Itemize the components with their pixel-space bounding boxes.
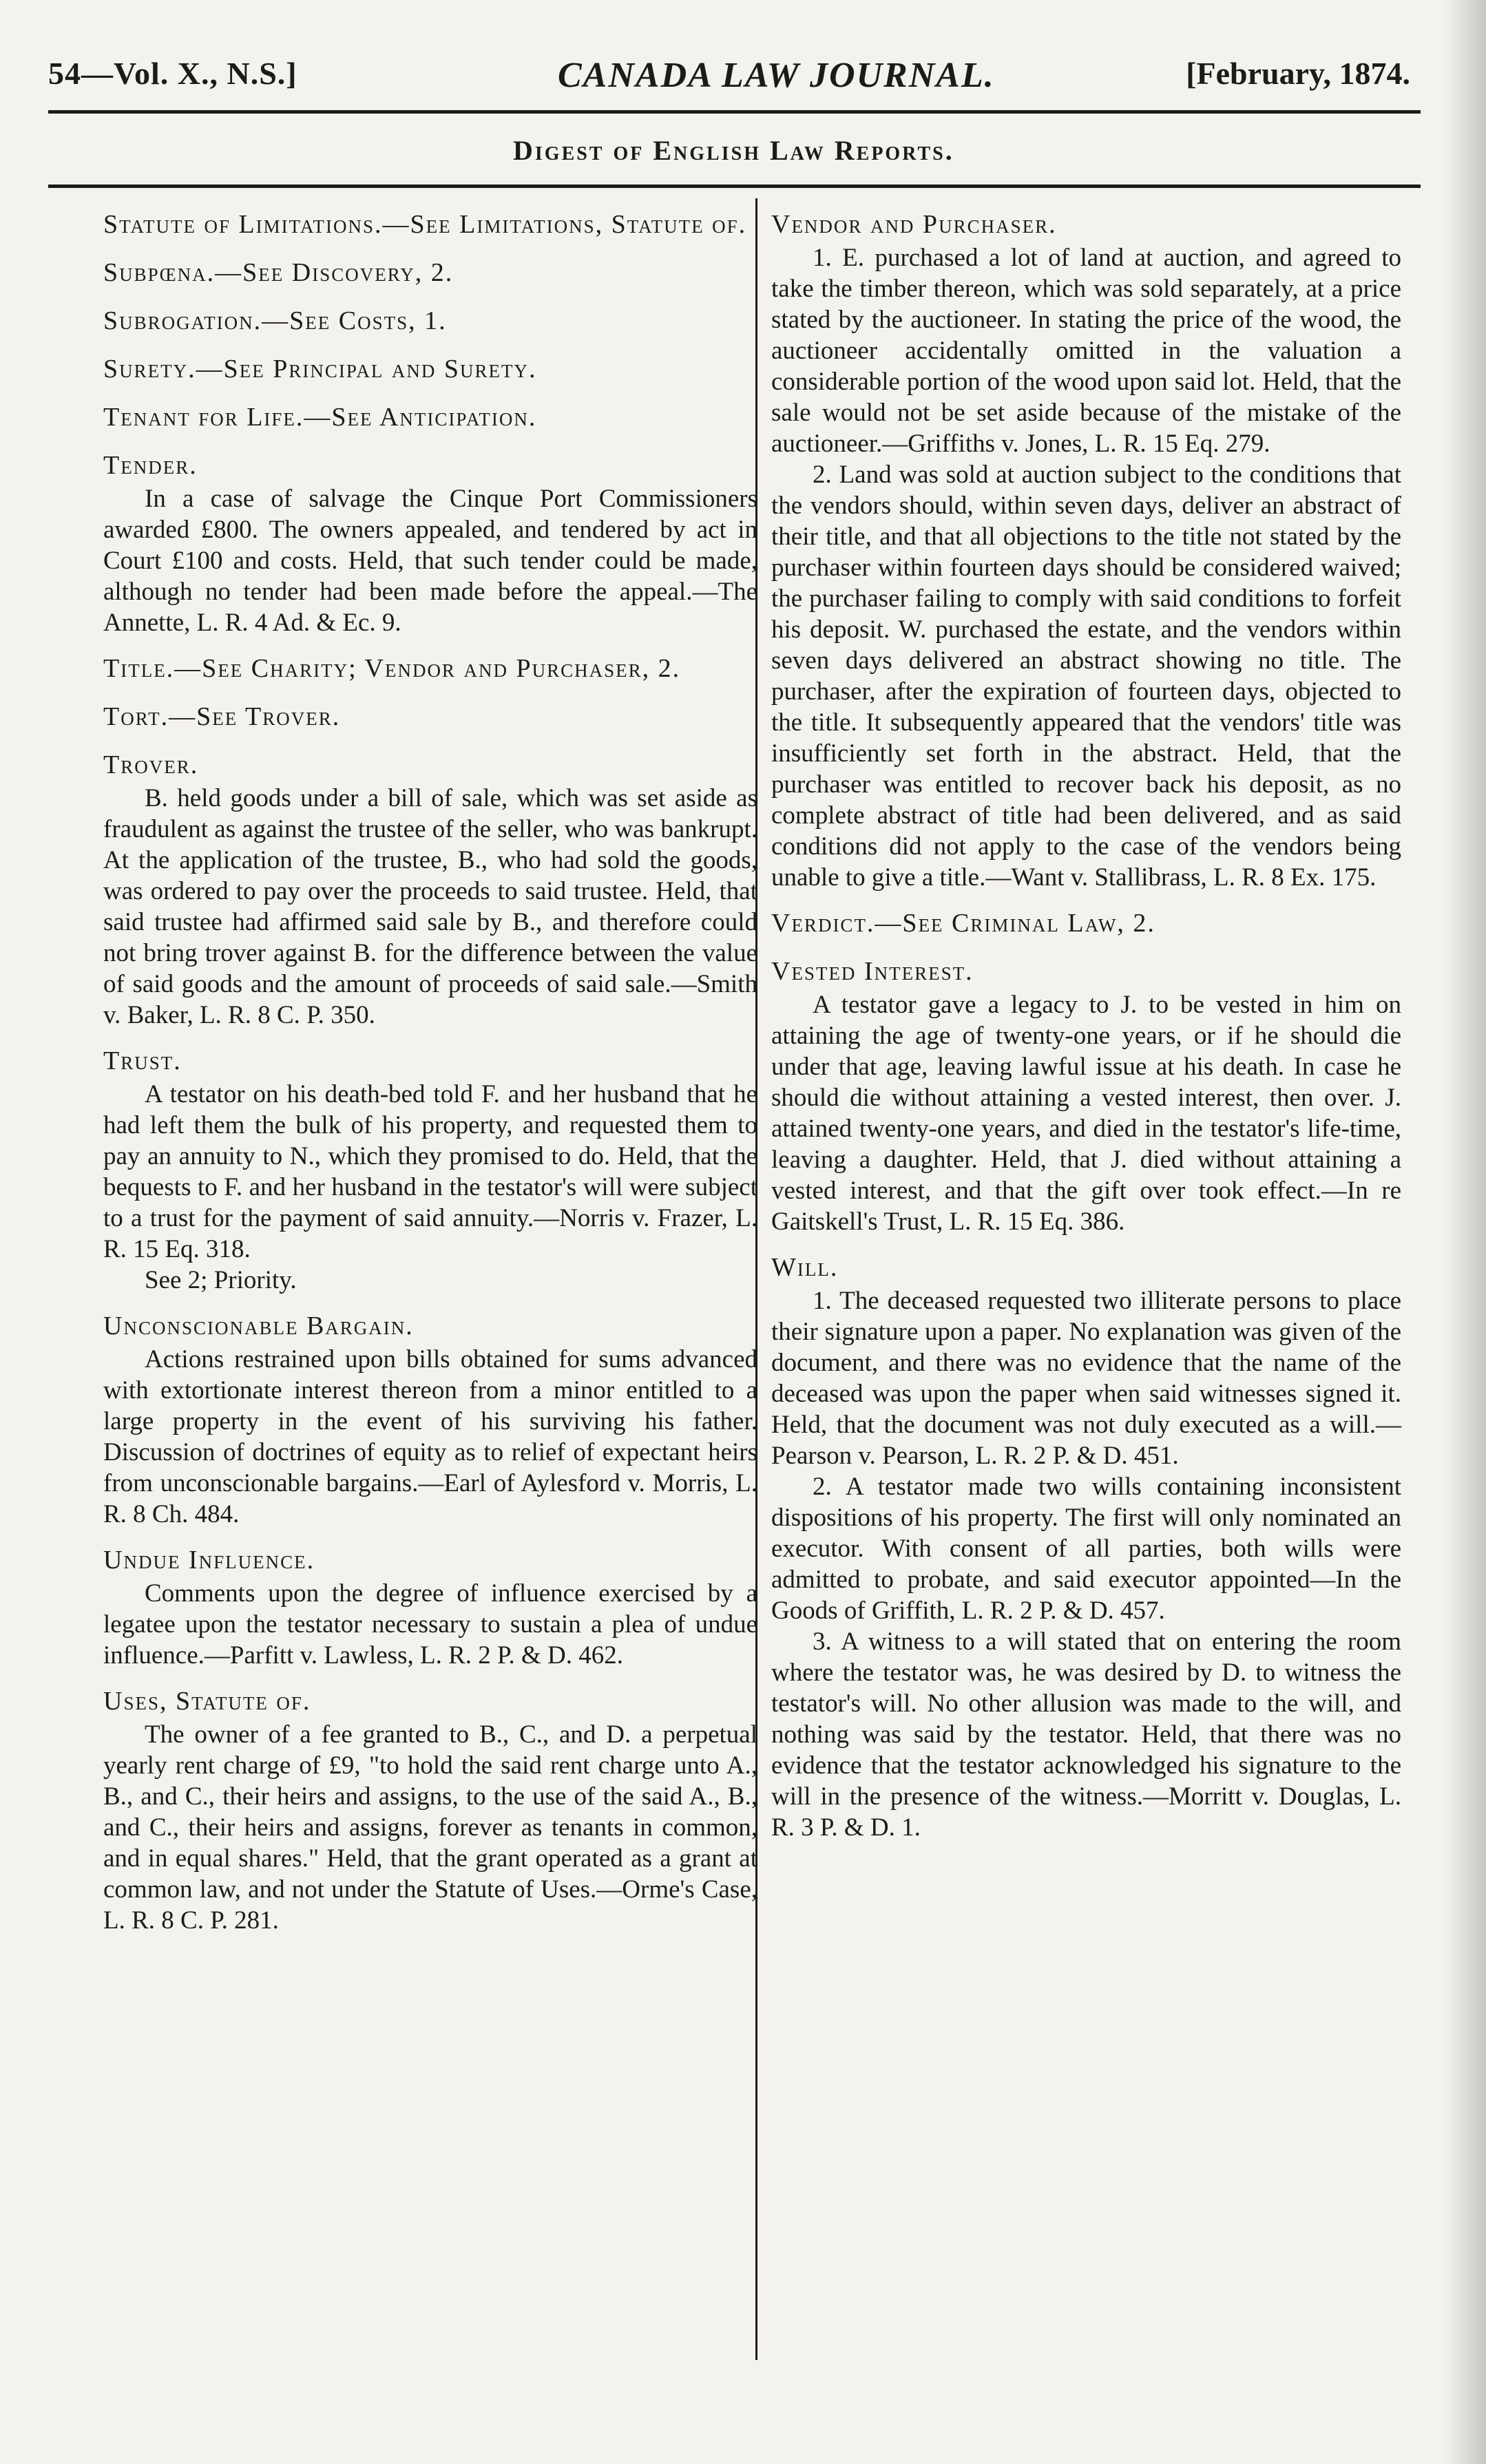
digest-entry	[103, 1043, 757, 1296]
digest-entry	[771, 207, 1401, 893]
left-column	[103, 207, 757, 1948]
entry-paragraph: 3. A witness to a will stated that on entering the room where the testator was, he was desired by D. to witness the testator's will. No other allusion was made to the will, and nothing was said by the testator. Held, that there was no evidence that the testator acknowledged his signature to the will in the presence of the witness.—Morritt v. Douglas, L. R. 3 P. & D. 1.	[771, 1628, 1401, 1842]
entry-heading: Vested Interest.	[771, 957, 974, 986]
section-rule	[48, 185, 1421, 188]
entry-paragraph: 2. A testator made two wills containing inconsistent dispositions of his property. The first will only nominated an executor. With consent of all parties, both wills were admitted to probate, and said executor appointed—In the Goods of Griffith, L. R. 2 P. & D. 457.	[771, 1473, 1401, 1625]
digest-entry	[771, 1250, 1401, 1843]
right-column	[771, 207, 1401, 1855]
header-rule	[48, 110, 1421, 114]
page-number-volume: 54—Vol. X., N.S.]	[48, 56, 297, 91]
page-edge-shadow	[1445, 0, 1486, 2464]
entry-heading: Will.	[771, 1253, 839, 1282]
entry-paragraph: A testator gave a legacy to J. to be vested in him on attaining the age of twenty-one years, or if he should die under that age, leaving lawful issue at his death. In case he should die without attaining a vested interest, then over. J. attained twenty-one years, and died in the testator's life-time, leaving a daughter. Held, that J. died without attaining a vested interest, and that the gift over took effect.—In re Gaitskell's Trust, L. R. 15 Eq. 386.	[771, 991, 1401, 1236]
entry-heading: Surety.—See Principal and Surety.	[103, 355, 537, 383]
entry-heading: Tort.—See Trover.	[103, 702, 341, 731]
digest-entry	[103, 207, 757, 242]
entry-heading: Vendor and Purchaser.	[771, 210, 1057, 239]
digest-entry	[103, 747, 757, 1031]
digest-entry	[103, 303, 757, 339]
entry-paragraph: 1. The deceased requested two illiterate persons to place their signature upon a paper. No explanation was given of the document, and there was no evidence that the name of the deceased was upon the paper when said witnesses signed it. Held, that the document was not duly executed as a will.—Pearson v. Pearson, L. R. 2 P. & D. 451.	[771, 1287, 1401, 1470]
digest-entry	[103, 651, 757, 686]
digest-entry	[771, 954, 1401, 1237]
journal-title: CANADA LAW JOURNAL.	[558, 56, 995, 95]
entry-heading: Statute of Limitations.—See Limitations, Statute of.	[103, 210, 747, 239]
digest-entry	[103, 1308, 757, 1530]
entry-paragraph: In a case of salvage the Cinque Port Commissioners awarded £800. The owners appealed, and tendered by act in Court £100 and costs. Held, that such tender could be made, although no tender had been made before the appeal.—The Annette, L. R. 4 Ad. & Ec. 9.	[103, 485, 757, 637]
digest-entry	[103, 255, 757, 291]
digest-entry	[103, 447, 757, 638]
entry-heading: Unconscionable Bargain.	[103, 1312, 414, 1340]
entry-heading: Subrogation.—See Costs, 1.	[103, 306, 447, 335]
digest-entry	[771, 905, 1401, 941]
digest-entry	[103, 699, 757, 735]
section-title: Digest of English Law Reports.	[513, 135, 954, 166]
running-head	[48, 55, 1410, 110]
entry-paragraph: Actions restrained upon bills obtained for sums advanced with extortionate interest thereon from a minor entitled to a large property in the event of his surviving his father. Discussion of doctrines of equity as to relief of expectant heirs from unconscionable bargains.—Earl of Aylesford v. Morris, L. R. 8 Ch. 484.	[103, 1345, 757, 1528]
issue-date: [February, 1874.	[1186, 56, 1410, 91]
digest-entry	[103, 399, 757, 435]
digest-entry	[103, 1542, 757, 1671]
entry-heading: Verdict.—See Criminal Law, 2.	[771, 909, 1155, 938]
entry-paragraph: B. held goods under a bill of sale, which was set aside as fraudulent as against the trustee of the seller, who was bankrupt. At the application of the trustee, B., who had sold the goods, was ordered to pay over the proceeds to said trustee. Held, that said trustee had affirmed said sale by B., and therefore could not bring trover against B. for the difference between the value of said goods and the amount of proceeds of said sale.—Smith v. Baker, L. R. 8 C. P. 350.	[103, 784, 757, 1029]
entry-paragraph: The owner of a fee granted to B., C., and D. a perpetual yearly rent charge of £9, "to hold the said rent charge unto A., B., and C., their heirs and assigns, to the use of the said A., B., and C., their heirs and assigns, forever as tenants in common, and in equal shares." Held, that the grant operated as a grant at common law, and not under the Statute of Uses.—Orme's Case, L. R. 8 C. P. 281.	[103, 1720, 757, 1935]
entry-paragraph: 1. E. purchased a lot of land at auction, and agreed to take the timber thereon, which was sold separately, at a price stated by the auctioneer. In stating the price of the wood, the auctioneer accidentally omitted in the valuation a considerable portion of the wood upon said lot. Held, that the sale would not be set aside because of the mistake of the auctioneer.—Griffiths v. Jones, L. R. 15 Eq. 279.	[771, 244, 1401, 458]
entry-heading: Subpœna.—See Discovery, 2.	[103, 258, 454, 287]
entry-heading: Trust.	[103, 1046, 182, 1075]
entry-paragraph: Comments upon the degree of influence exercised by a legatee upon the testator necessary to sustain a plea of undue influence.—Parfitt v. Lawless, L. R. 2 P. & D. 462.	[103, 1579, 757, 1670]
entry-heading: Trover.	[103, 750, 199, 779]
entry-heading: Uses, Statute of.	[103, 1687, 311, 1716]
entry-heading: Tenant for Life.—See Anticipation.	[103, 403, 537, 432]
entry-heading: Title.—See Charity; Vendor and Purchaser, 2.	[103, 654, 681, 683]
entry-paragraph: A testator on his death-bed told F. and her husband that he had left them the bulk of his property, and requested them to pay an annuity to N., which they promised to do. Held, that the bequests to F. and her husband in the testator's will were subject to a trust for the payment of said annuity.—Norris v. Frazer, L. R. 15 Eq. 318.	[103, 1080, 757, 1263]
entry-paragraph: 2. Land was sold at auction subject to the conditions that the vendors should, within seven days, deliver an abstract of their title, and that all objections to the title not stated by the purchaser within fourteen days should be considered waived; the purchaser failing to comply with said conditions to forfeit his deposit. W. purchased the estate, and the vendors within seven days delivered an abstract showing no title. The purchaser, after the expiration of fourteen days, objected to the title. It subsequently appeared that the vendors' title was insufficiently set forth in the abstract. Held, that the purchaser was entitled to recover back his deposit, as no complete abstract of title had been delivered, and as said conditions did not apply to the case of the vendors being unable to give a title.—Want v. Stallibrass, L. R. 8 Ex. 175.	[771, 461, 1401, 892]
digest-entry	[103, 351, 757, 387]
entry-see-also: See 2; Priority.	[145, 1266, 297, 1294]
entry-heading: Undue Influence.	[103, 1546, 315, 1575]
entry-heading: Tender.	[103, 451, 198, 480]
digest-entry	[103, 1683, 757, 1936]
